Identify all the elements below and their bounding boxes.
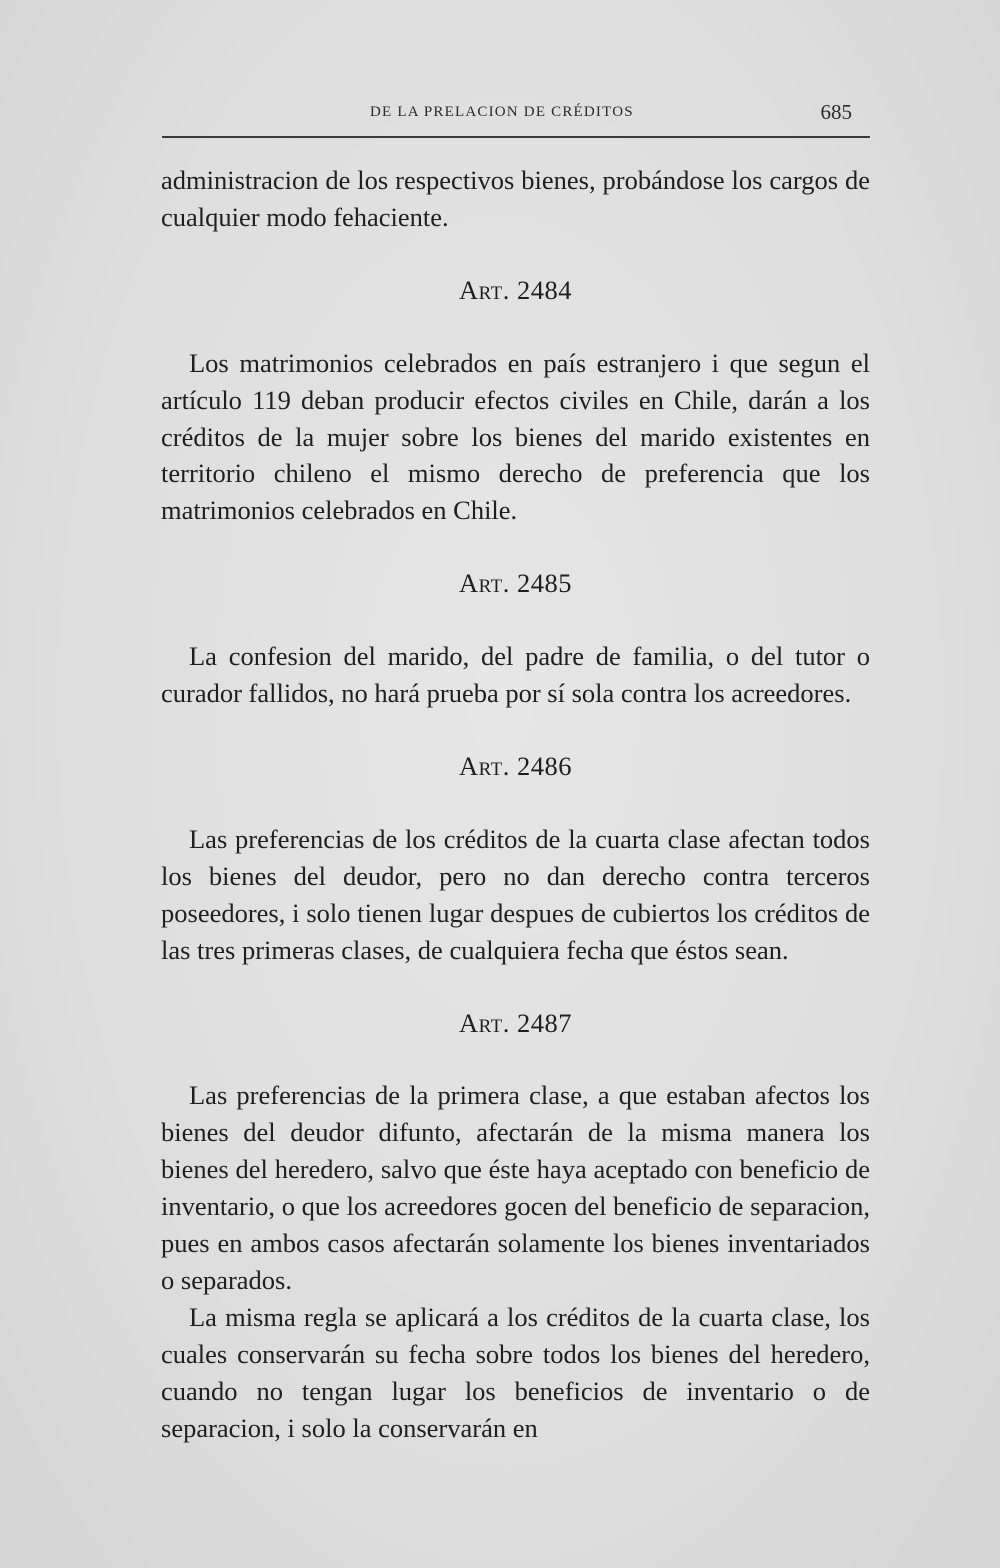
header-rule <box>162 136 870 138</box>
article-2484-paragraph: Los matrimonios celebrados en país estranjero i que segun el artículo 119 deban producir efectos civiles en Chile, darán a los créditos de la mujer sobre los bienes del marido existentes en territorio chileno el mismo derecho de preferencia que los matrimonios celebrados en Chile. <box>161 347 870 526</box>
page-body <box>161 162 870 1446</box>
article-2485-paragraph: La confesion del marido, del padre de familia, o del tutor o curador fallidos, no hará prueba por sí sola contra los acreedores. <box>161 641 870 709</box>
article-2487-paragraph-1: Las preferencias de la primera clase, a que estaban afectos los bienes del deudor difunto, afectarán de la misma manera los bienes del heredero, salvo que éste haya aceptado con beneficio de inventario, o que los acreedores gocen del beneficio de separacion, pues en ambos casos afectarán solamente los bienes inventariados o separados. <box>161 1080 870 1295</box>
article-2487-heading: Art. 2487 <box>458 1007 573 1038</box>
article-heading <box>161 748 870 785</box>
article-2485-heading: Art. 2485 <box>458 568 573 599</box>
article-heading <box>161 272 870 309</box>
article-2486-paragraph: Las preferencias de los créditos de la cuarta clase afectan todos los bienes del deudor, pero no dan derecho contra terceros poseedores, i solo tienen lugar despues de cubiertos los créditos de las tres primeras clases, de cualquiera fecha que éstos sean. <box>161 823 870 965</box>
article-2487-paragraph-2: La misma regla se aplicará a los créditos de la cuarta clase, los cuales conservarán su fecha sobre todos los bienes del heredero, cuando no tengan lugar los beneficios de inventario o de separacion, i solo la conservarán en <box>161 1301 870 1443</box>
page-number: 685 <box>820 100 852 124</box>
article-2484-heading: Art. 2484 <box>458 274 573 305</box>
article-heading <box>161 1005 870 1042</box>
article-heading <box>161 565 870 602</box>
article-2486-heading: Art. 2486 <box>458 750 573 781</box>
running-title: DE LA PRELACION DE CRÉDITOS <box>370 104 634 120</box>
running-head <box>162 100 870 128</box>
continuation-paragraph: administracion de los respectivos bienes, probándose los cargos de cualquier modo fehaciente. <box>161 165 870 232</box>
